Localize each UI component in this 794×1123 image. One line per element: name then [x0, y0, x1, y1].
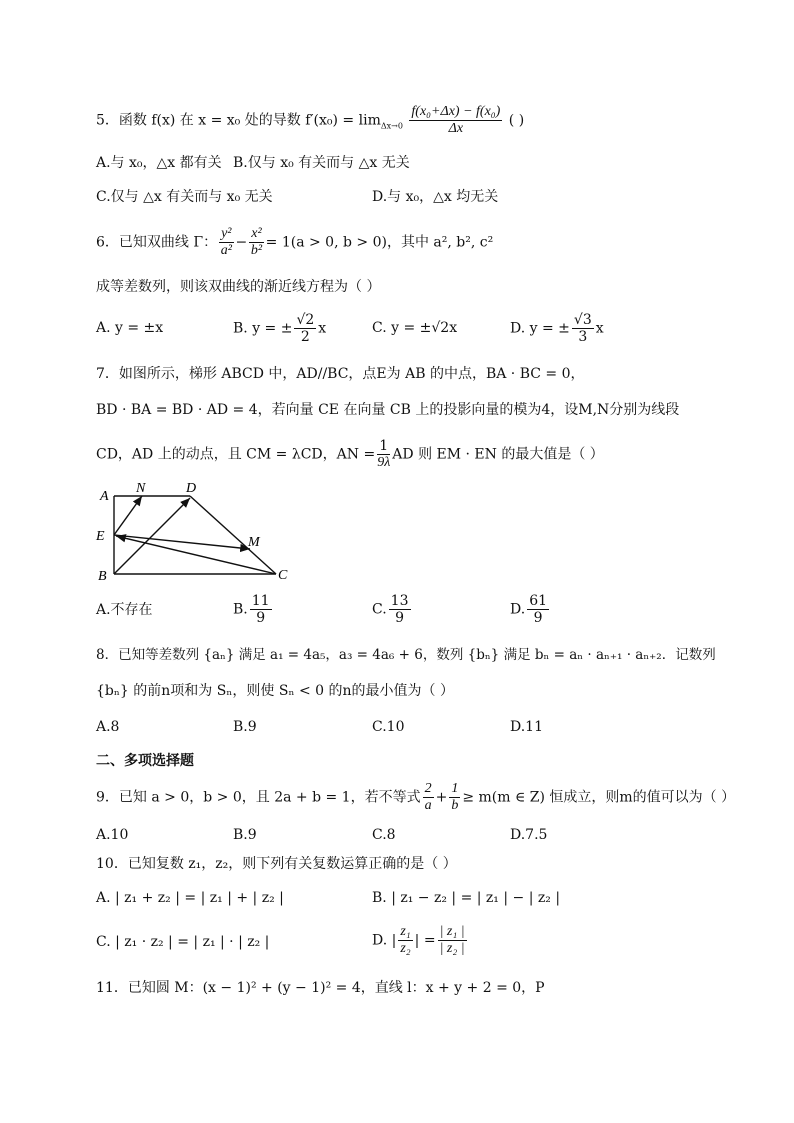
q5-option-b: B.仅与 x₀ 有关而与 △x 无关 — [233, 155, 410, 171]
q5-stem — [96, 104, 524, 137]
q6-stem-line1: 6．已知双曲线 Γ： $\frac{\text{y²}}{\text{a²}}$ − $\frac{\text{x²}}{\text{b²}}$ = 1(a > 0, b > 0)，其中 a², b², c² — [96, 226, 494, 258]
q5-option-d: D.与 x₀，△x 均无关 — [372, 189, 499, 205]
q10-option-a: A. | z₁ + z₂ | = | z₁ | + | z₂ | — [96, 890, 284, 906]
q6-stem-line2: 成等差数列，则该双曲线的渐近线方程为（ ） — [96, 279, 381, 295]
q7-stem-line2: BD · BA = BD · AD = 4，若向量 CE 在向量 CB 上的投影向量的模为4，设M,N分别为线段 — [96, 402, 680, 418]
q8-stem-line1: 8．已知等差数列 {aₙ} 满足 a₁ = 4a₅，a₃ = 4a₆ + 6，数列 {bₙ} 满足 bₙ = aₙ · aₙ₊₁ · aₙ₊₂．记数列 — [96, 647, 716, 663]
q8-option-a: A.8 — [96, 719, 120, 735]
segment-dc — [190, 496, 276, 574]
q5-fraction: $\frac{\text{f(x₀+Δx) − f(x₀)}}{\Delta x}$ — [411, 104, 501, 136]
q5-lim-sub: Δx→0 — [380, 121, 403, 131]
vector-en — [114, 496, 142, 535]
label-m: M — [248, 535, 260, 550]
trapezoid-figure — [90, 478, 300, 588]
vector-em — [114, 535, 250, 549]
label-b: B — [98, 569, 107, 584]
q9-option-d: D.7.5 — [510, 827, 548, 843]
label-a: A — [100, 489, 109, 504]
label-e: E — [96, 529, 105, 544]
q11-stem: 11．已知圆 M：(x − 1)² + (y − 1)² = 4，直线 l：x + y + 2 = 0，P — [96, 980, 545, 996]
q7-stem-line3: CD，AD 上的动点，且 CM = λCD，AN = $\frac{1}{9\lambda}$ AD 则 EM · EN 的最大值是（ ） — [96, 438, 604, 470]
q9-option-b: B.9 — [233, 827, 257, 843]
q8-stem-line2: {bₙ} 的前n项和为 Sₙ，则使 Sₙ < 0 的n的最小值为（ ） — [96, 683, 454, 699]
q7-option-a: A.不存在 — [96, 602, 153, 618]
section-heading-multiple-choice: 二、多项选择题 — [96, 753, 194, 769]
q6-frac-y: $\frac{\text{y²}}{\text{a²}}$ — [220, 226, 232, 258]
q7-option-d: D. $\frac{61}{9}$ — [510, 593, 548, 626]
q7-option-b: B. $\frac{11}{9}$ — [233, 593, 270, 626]
q6-frac-x: $\frac{\text{x²}}{\text{b²}}$ — [250, 226, 263, 258]
q5-text: 5．函数 f(x) 在 x = x₀ 处的导数 f′(x₀) = lim — [96, 112, 381, 129]
q10-option-d: D. | $\frac{\text{z₁}}{\text{z₂}}$ | = $\frac{\text{| z₁ |}}{\text{| z₂ |}}$ — [372, 924, 465, 956]
q5-option-a: A.与 x₀，△x 都有关 — [96, 155, 222, 171]
q5-bracket: ( ) — [508, 112, 525, 129]
q7-option-c: C. $\frac{13}{9}$ — [372, 593, 409, 626]
q8-option-d: D.11 — [510, 719, 543, 735]
q6-option-a: A. y = ±x — [96, 320, 164, 336]
q6-option-c: C. y = ±√2x — [372, 320, 458, 336]
q5-option-c: C.仅与 △x 有关而与 x₀ 无关 — [96, 189, 273, 205]
label-d: D — [186, 481, 197, 496]
q9-stem: 9．已知 a > 0，b > 0，且 2a + b = 1，若不等式 $\frac{2}{a}$ + $\frac{1}{b}$ ≥ m(m ∈ Z) 恒成立，则m的值可以为（ ） — [96, 781, 736, 813]
q8-option-b: B.9 — [233, 719, 257, 735]
q6-option-b: B. y = ± $\frac{√2}{2}$ x — [233, 312, 327, 345]
q6-option-d: D. y = ± $\frac{√3}{3}$ x — [510, 312, 604, 345]
label-n: N — [136, 481, 146, 496]
q10-option-c: C. | z₁ · z₂ | = | z₁ | · | z₂ | — [96, 934, 270, 950]
q7-stem-line1: 7．如图所示，梯形 ABCD 中，AD//BC，点E为 AB 的中点，BA · BC = 0， — [96, 366, 585, 382]
label-c: C — [278, 568, 288, 583]
q10-stem: 10．已知复数 z₁，z₂，则下列有关复数运算正确的是（ ） — [96, 856, 457, 872]
q10-option-b: B. | z₁ − z₂ | = | z₁ | − | z₂ | — [372, 890, 561, 906]
q8-option-c: C.10 — [372, 719, 405, 735]
q9-option-a: A.10 — [96, 827, 129, 843]
q9-option-c: C.8 — [372, 827, 396, 843]
